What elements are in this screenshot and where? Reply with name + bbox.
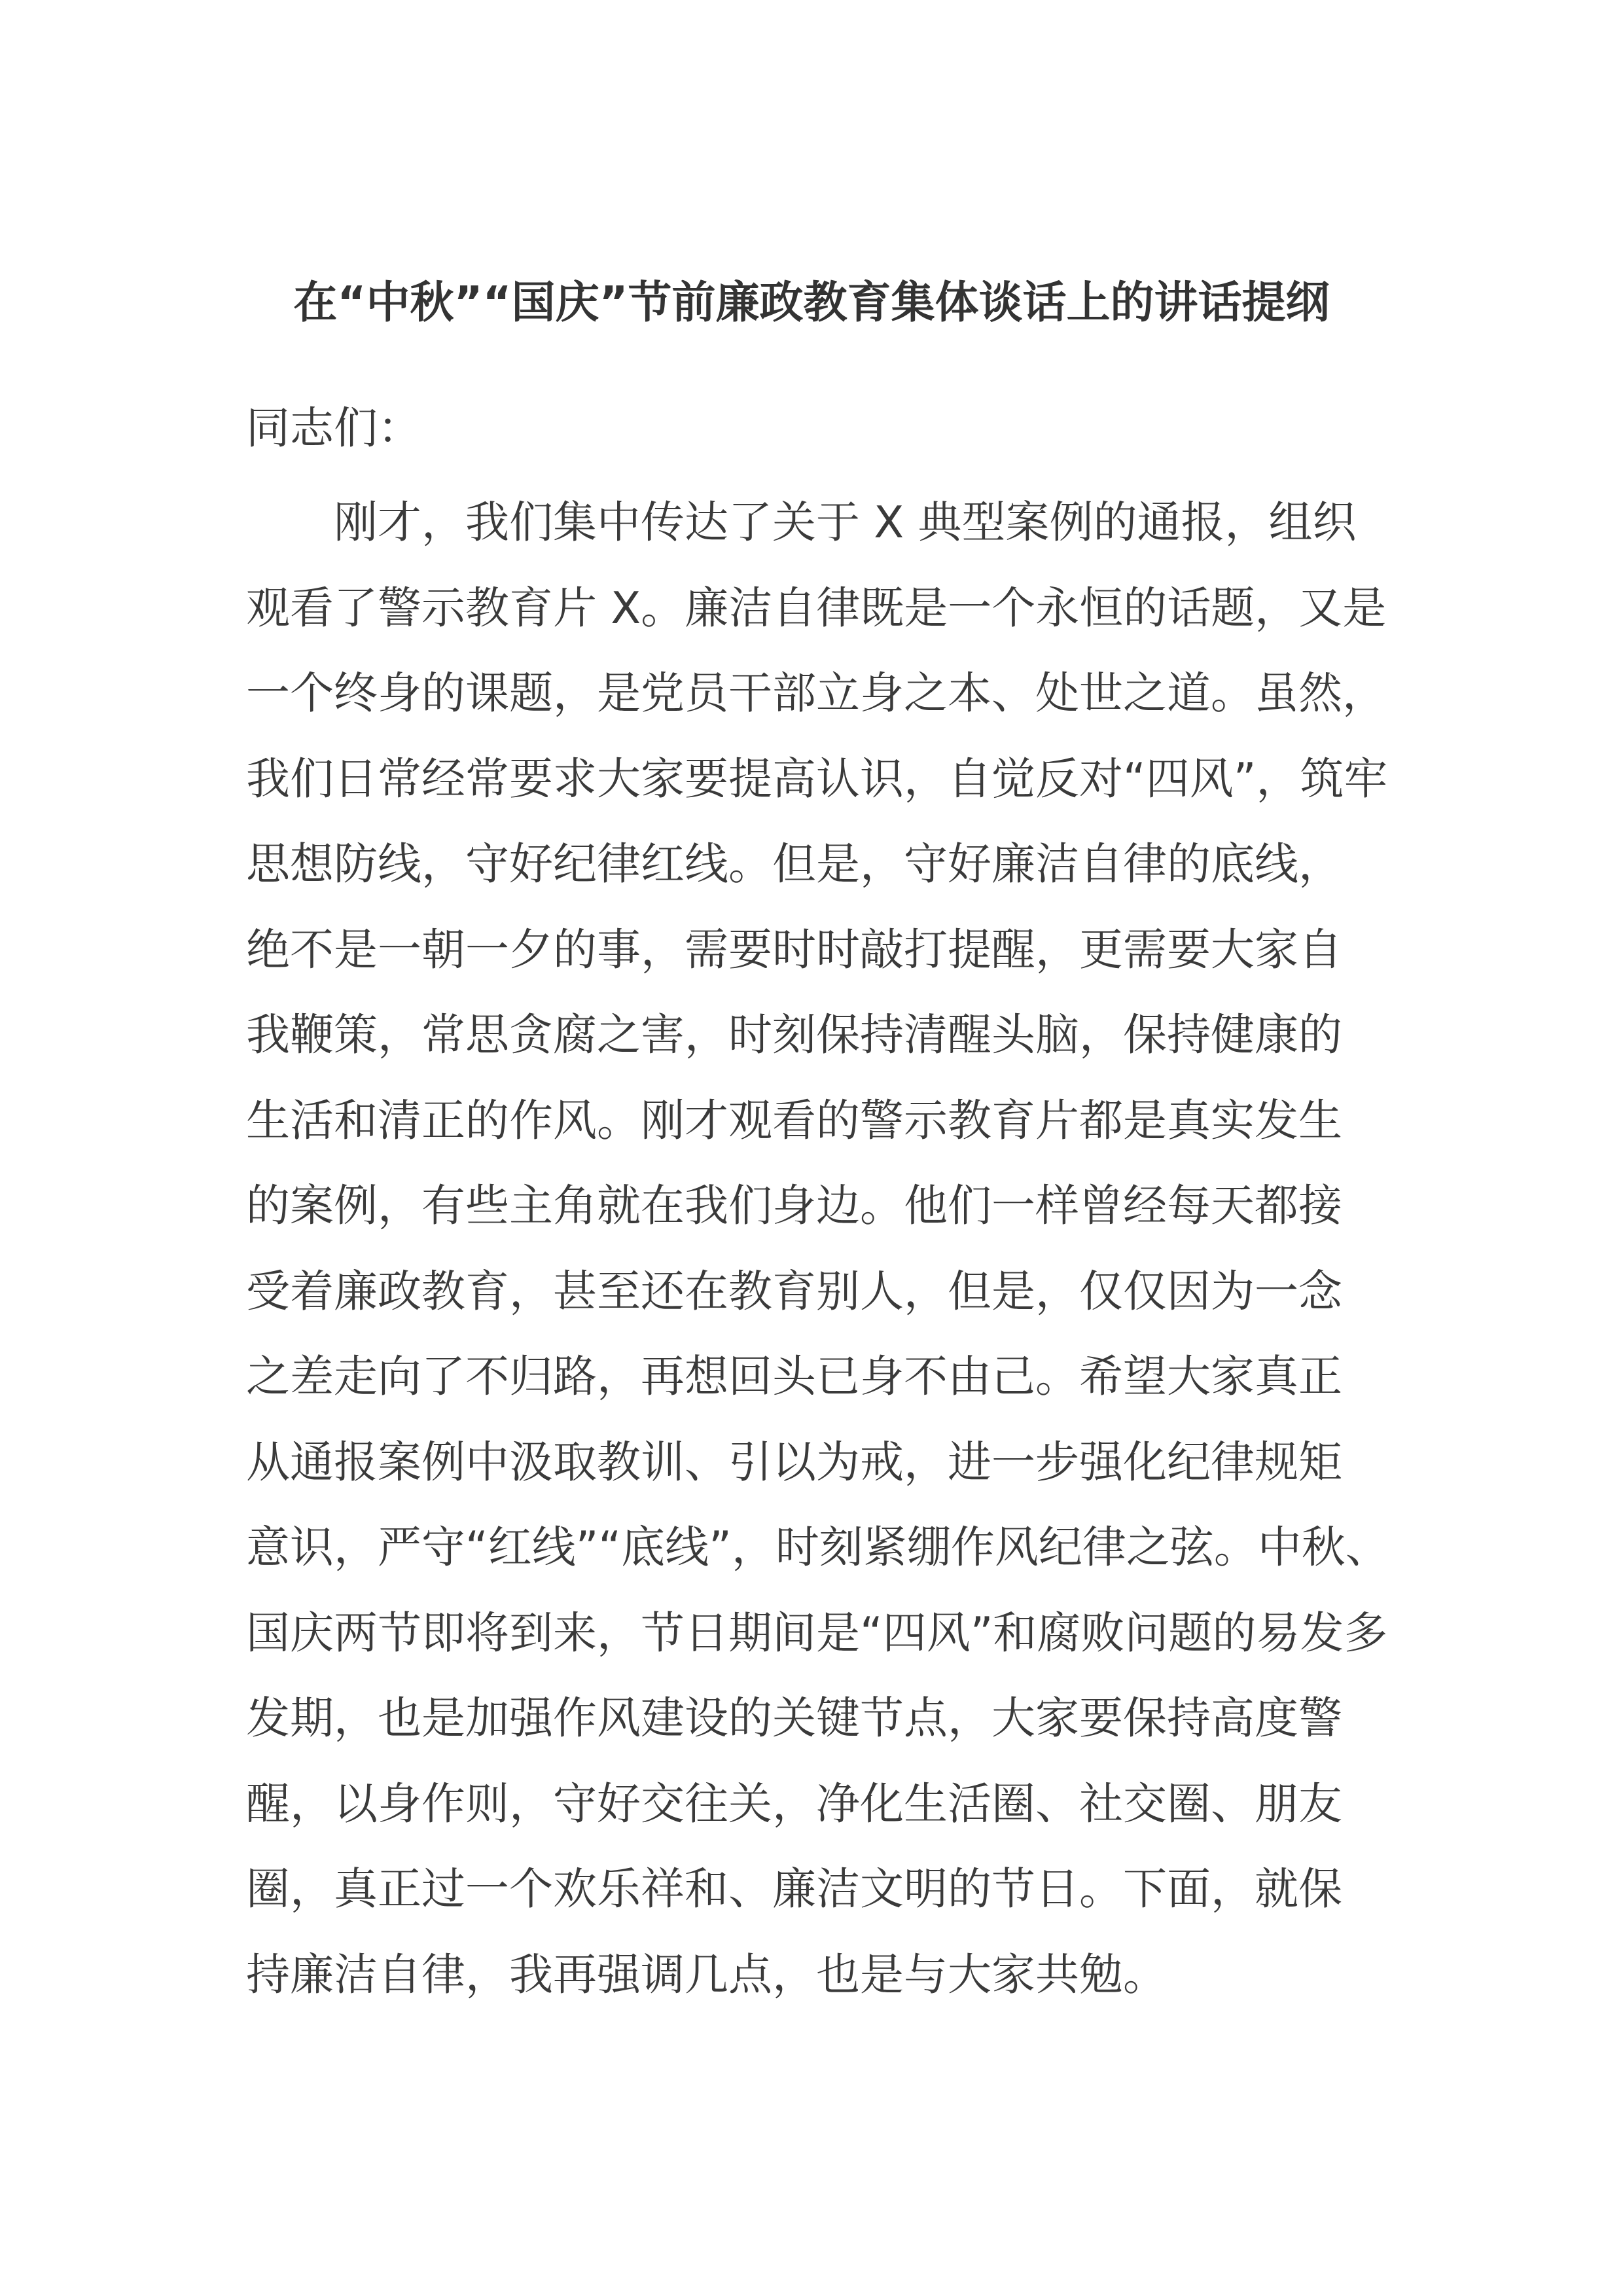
body-paragraph — [246, 480, 1389, 2017]
paragraph-line: 观看了警示教育片 X。廉洁自律既是一个永恒的话题，又是 — [246, 582, 1387, 634]
paragraph-line: 国庆两节即将到来，节日期间是“四风”和腐败问题的易发多 — [246, 1607, 1388, 1659]
paragraph-line: 的案例，有些主角就在我们身边。他们一样曾经每天都接 — [246, 1180, 1342, 1231]
paragraph-line: 我鞭策，常思贪腐之害，时刻保持清醒头脑，保持健康的 — [246, 1009, 1342, 1060]
paragraph-line: 发期，也是加强作风建设的关键节点，大家要保持高度警 — [246, 1693, 1342, 1744]
paragraph-line: 受着廉政教育，甚至还在教育别人，但是，仅仅因为一念 — [246, 1265, 1342, 1317]
paragraph-line: 一个终身的课题，是党员干部立身之本、处世之道。虽然， — [246, 668, 1386, 719]
paragraph-line: 从通报案例中汲取教训、引以为戒，进一步强化纪律规矩 — [246, 1436, 1342, 1488]
paragraph-line: 思想防线，守好纪律红线。但是，守好廉洁自律的底线， — [246, 838, 1342, 889]
document-title: 在“中秋”“国庆”节前廉政教育集体谈话上的讲话提纲 — [293, 277, 1330, 328]
paragraph-line: 持廉洁自律，我再强调几点，也是与大家共勉。 — [246, 1948, 1167, 2000]
paragraph-line: 之差走向了不归路，再想回头已身不由己。希望大家真正 — [246, 1351, 1342, 1402]
paragraph-line: 绝不是一朝一夕的事，需要时时敲打提醒，更需要大家自 — [246, 924, 1342, 975]
paragraph-line: 我们日常经常要求大家要提高认识，自觉反对“四风”，筑牢 — [246, 753, 1388, 804]
paragraph-line: 刚才，我们集中传达了关于 X 典型案例的通报，组织 — [334, 497, 1357, 548]
paragraph-line: 生活和清正的作风。刚才观看的警示教育片都是真实发生 — [246, 1094, 1342, 1146]
paragraph-line: 意识，严守“红线”“底线”，时刻紧绷作风纪律之弦。中秋、 — [246, 1522, 1389, 1573]
salutation: 同志们： — [246, 403, 421, 454]
paragraph-line: 醒，以身作则，守好交往关，净化生活圈、社交圈、朋友 — [246, 1778, 1342, 1829]
paragraph-line: 圈，真正过一个欢乐祥和、廉洁文明的节日。下面，就保 — [246, 1863, 1342, 1914]
